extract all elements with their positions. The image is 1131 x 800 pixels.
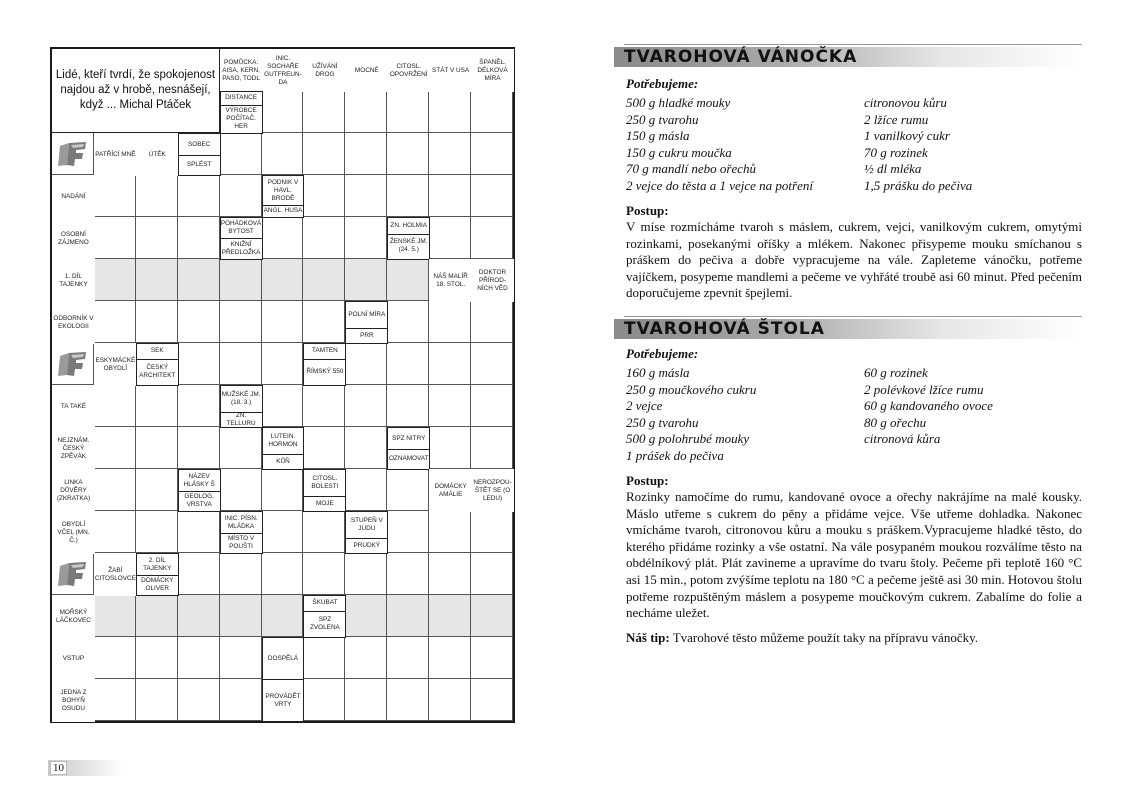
page-number-label: 10	[50, 761, 67, 775]
clue-bottom: VÝROBCE POČÍTAČ. HER	[225, 106, 257, 130]
clue-cell: PATŘÍCÍ MNĚ	[94, 133, 137, 176]
grid-cell[interactable]	[220, 259, 262, 301]
grid-cell[interactable]	[303, 553, 345, 595]
grid-cell[interactable]	[429, 343, 471, 385]
grid-cell[interactable]	[178, 217, 220, 259]
grid-cell[interactable]	[471, 133, 513, 175]
clue-bottom: ZN. TELLURU	[226, 411, 256, 427]
grid-cell[interactable]	[387, 637, 429, 679]
grid-cell[interactable]	[387, 301, 429, 343]
grid-cell[interactable]	[220, 301, 262, 343]
grid-cell[interactable]	[387, 679, 429, 721]
clue-top: SEK	[150, 347, 164, 355]
clue-bottom: DOMÁCKY OLIVER	[141, 577, 174, 592]
ingredient-item: 250 g tvarohu	[626, 111, 699, 127]
crossword-grid	[50, 47, 515, 723]
clue-cell: LINKA DŮVĚRY (ZKRATKA)	[52, 469, 95, 512]
clue-bottom: MOJE	[316, 499, 334, 507]
grid-cell[interactable]	[136, 301, 178, 343]
clue-top: PODNIK V HAVL. BRODĚ	[267, 178, 299, 202]
grid-cell[interactable]	[136, 427, 178, 469]
grid-cell[interactable]	[303, 259, 345, 301]
grid-cell[interactable]	[387, 553, 429, 595]
recipe-1-ingredients-left	[626, 95, 813, 195]
grid-cell[interactable]	[220, 427, 262, 469]
clue-cell: ODBORNÍK V EKOLOGII	[52, 301, 95, 344]
clue-top: NÁZEV HLÁSKY Š	[183, 472, 215, 488]
grid-cell[interactable]	[303, 217, 345, 259]
grid-cell[interactable]	[94, 301, 136, 343]
grid-cell[interactable]	[136, 217, 178, 259]
grid-cell[interactable]	[136, 175, 178, 217]
recipe-2-procedure-label: Postup:	[626, 473, 669, 488]
grid-cell[interactable]	[471, 175, 513, 217]
grid-cell[interactable]	[136, 385, 178, 427]
recipe-2-header	[614, 316, 1082, 339]
clue-cell	[178, 469, 221, 512]
grid-cell[interactable]	[220, 175, 262, 217]
clue-cell: NEROZPOU-ŠTĚT SE (O LEDU)	[471, 469, 514, 512]
grid-cell[interactable]	[471, 301, 513, 343]
grid-cell[interactable]	[220, 595, 262, 637]
grid-cell[interactable]	[345, 343, 387, 385]
crossword-quote: Lidé, kteří tvrdí, že spokojenost najdou až v hrobě, nesnášejí, když ... Michal Ptáček	[52, 49, 221, 134]
ingredient-item: 70 g mandlí nebo ořechů	[626, 161, 756, 177]
ingredient-item: 80 g ořechu	[864, 414, 927, 430]
clue-top: POLNÍ MÍRA	[348, 311, 386, 319]
clue-cell	[262, 175, 305, 218]
page-number	[48, 760, 123, 776]
grid-cell[interactable]	[387, 469, 429, 511]
clue-cell: ÚTĚK	[136, 133, 179, 176]
grid-cell[interactable]	[262, 469, 304, 511]
grid-cell[interactable]	[94, 469, 136, 511]
clue-top: LUTEIN. HORMON	[268, 433, 298, 449]
clue-cell	[303, 469, 346, 512]
grid-cell[interactable]	[220, 133, 262, 175]
recipe-2-tip	[626, 630, 978, 646]
grid-cell[interactable]	[178, 679, 220, 721]
grid-cell[interactable]	[178, 553, 220, 595]
grid-cell[interactable]	[471, 637, 513, 679]
clue-cell: PROVÁDĚT VRTY	[262, 679, 305, 722]
clue-bottom: GEOLOG. VRSTVA	[184, 493, 214, 508]
recipe-1-needs-label: Potřebujeme:	[626, 76, 699, 91]
ingredient-item: 1 vanilkový cukr	[864, 128, 950, 144]
clue-cell: 1. DÍL TAJENKY	[52, 259, 95, 302]
recipe-1-procedure-label: Postup:	[626, 203, 669, 218]
clue-cell	[303, 343, 346, 386]
grid-cell[interactable]	[387, 511, 429, 553]
grid-cell[interactable]	[262, 595, 304, 637]
clue-cell	[178, 133, 221, 176]
ingredient-item: citronovou kůru	[864, 95, 947, 110]
grid-cell[interactable]	[303, 133, 345, 175]
grid-cell[interactable]	[94, 427, 136, 469]
recipe-1-header	[614, 44, 1082, 67]
grid-cell[interactable]	[262, 385, 304, 427]
clue-cell	[220, 511, 263, 554]
grid-cell[interactable]	[94, 259, 136, 301]
grid-cell[interactable]	[387, 175, 429, 217]
tip-label: Náš tip:	[626, 630, 670, 645]
ingredient-item: 1,5 prášku do pečiva	[864, 177, 973, 193]
clue-bottom: ANGL. HUSA	[263, 207, 303, 215]
f-logo-icon	[52, 553, 93, 594]
grid-cell[interactable]	[178, 301, 220, 343]
grid-cell[interactable]	[136, 637, 178, 679]
grid-cell[interactable]	[471, 217, 513, 259]
grid-cell[interactable]	[345, 133, 387, 175]
ingredient-item: 160 g másla	[626, 365, 690, 380]
grid-cell[interactable]	[345, 637, 387, 679]
ingredient-item: 2 vejce	[626, 398, 663, 414]
grid-cell[interactable]	[471, 343, 513, 385]
grid-cell[interactable]	[262, 217, 304, 259]
clue-cell	[303, 595, 346, 638]
clue-cell: JEDNA Z BOHYŇ OSUDU	[52, 679, 95, 722]
grid-cell[interactable]	[262, 301, 304, 343]
grid-cell[interactable]	[387, 595, 429, 637]
grid-cell[interactable]	[303, 301, 345, 343]
clue-top: SPZ NITRY	[392, 434, 426, 442]
grid-cell[interactable]	[345, 91, 387, 133]
grid-cell[interactable]	[471, 679, 513, 721]
grid-cell[interactable]	[429, 133, 471, 175]
clue-bottom: PRR	[360, 331, 374, 339]
clue-top: MUŽSKÉ JM. (18. 3.)	[221, 391, 261, 407]
grid-cell[interactable]	[136, 259, 178, 301]
grid-cell[interactable]	[303, 427, 345, 469]
clue-top: INIC. PÍSN. MLÁDKA	[224, 514, 258, 530]
clue-top: DISTANCE	[225, 94, 257, 102]
clue-cell	[387, 217, 430, 260]
grid-cell[interactable]	[429, 385, 471, 427]
clue-cell: ŽABÍ CITOSLOVCE	[94, 553, 137, 596]
clue-cell: STÁT V USA	[429, 49, 472, 92]
grid-cell[interactable]	[387, 91, 429, 133]
grid-cell[interactable]	[303, 511, 345, 553]
tip-text: Tvarohové těsto můžeme použít taky na přípravu vánočky.	[672, 630, 978, 645]
grid-cell[interactable]	[429, 637, 471, 679]
ingredient-item: 1 prášek do pečiva	[626, 447, 724, 463]
grid-cell[interactable]	[262, 259, 304, 301]
clue-top: ŠKUBAT	[312, 599, 338, 607]
clue-cell: ESKYMÁCKÉ OBYDLÍ	[94, 343, 137, 386]
ingredient-item: 250 g tvarohu	[626, 414, 699, 430]
grid-cell[interactable]	[94, 175, 136, 217]
ingredient-item: 60 g kandovaného ovoce	[864, 398, 993, 414]
grid-cell[interactable]	[178, 511, 220, 553]
clue-cell: CITOSL. OPOVRŽENÍ	[387, 49, 430, 92]
clue-cell: NÁŠ MALÍŘ 18. STOL.	[429, 259, 472, 302]
ingredient-item: 2 vejce do těsta a 1 vejce na potření	[626, 177, 813, 193]
grid-cell[interactable]	[471, 511, 513, 553]
grid-cell[interactable]	[178, 385, 220, 427]
grid-cell[interactable]	[345, 469, 387, 511]
grid-cell[interactable]	[136, 595, 178, 637]
grid-cell[interactable]	[178, 259, 220, 301]
grid-cell[interactable]	[471, 553, 513, 595]
ingredient-item: 2 lžíce rumu	[864, 111, 929, 127]
grid-cell[interactable]	[220, 343, 262, 385]
grid-cell[interactable]	[345, 595, 387, 637]
grid-cell[interactable]	[429, 301, 471, 343]
recipe-2-ingredients-right	[864, 365, 993, 448]
clue-cell	[136, 553, 179, 596]
grid-cell[interactable]	[303, 637, 345, 679]
ingredient-item: 150 g cukru moučka	[626, 144, 732, 160]
grid-cell[interactable]	[345, 427, 387, 469]
grid-cell[interactable]	[471, 385, 513, 427]
clue-cell	[387, 427, 430, 470]
clue-cell	[345, 301, 388, 344]
grid-cell[interactable]	[262, 553, 304, 595]
grid-cell[interactable]	[471, 595, 513, 637]
recipe-2-ingredients-left	[626, 365, 756, 465]
clue-bottom: ČESKÝ ARCHITEKT	[139, 363, 176, 379]
clue-cell: DOSPĚLÁ	[262, 637, 305, 680]
grid-cell[interactable]	[262, 133, 304, 175]
grid-cell[interactable]	[345, 175, 387, 217]
grid-cell[interactable]	[178, 175, 220, 217]
recipe-1-title: TVAROHOVÁ VÁNOČKA	[614, 47, 1082, 67]
clue-cell: UŽÍVÁNÍ DROG	[303, 49, 346, 92]
clue-top: ZN. HOLMIA	[390, 221, 427, 229]
grid-cell[interactable]	[94, 595, 136, 637]
clue-cell: DOKTOR PŘÍROD-NÍCH VĚD	[471, 259, 514, 302]
grid-cell[interactable]	[178, 427, 220, 469]
grid-cell[interactable]	[429, 553, 471, 595]
clue-top: CITOSL. BOLESTI	[311, 475, 339, 491]
grid-cell[interactable]	[303, 385, 345, 427]
grid-cell[interactable]	[136, 679, 178, 721]
grid-cell[interactable]	[178, 343, 220, 385]
grid-cell[interactable]	[94, 511, 136, 553]
clue-top: 2. DÍL TAJENKY	[143, 556, 172, 572]
clue-cell: INIC. SOCHAŘE GUTFREUN-DA	[262, 49, 305, 92]
clue-top: SOBEC	[187, 140, 211, 148]
clue-cell: MOŘSKÝ LÁČKOVEC	[52, 595, 95, 638]
clue-cell: MOCNÉ	[345, 49, 388, 92]
ingredient-item: 150 g másla	[626, 128, 690, 144]
grid-cell[interactable]	[262, 511, 304, 553]
clue-bottom: ŽENSKÉ JM. (24. 5.)	[389, 238, 428, 254]
grid-cell[interactable]	[303, 175, 345, 217]
ingredient-item: 60 g rozinek	[864, 365, 928, 380]
grid-cell[interactable]	[345, 217, 387, 259]
recipe-2-needs-label: Potřebujeme:	[626, 346, 699, 361]
grid-cell[interactable]	[345, 385, 387, 427]
ingredient-item: 70 g rozinek	[864, 144, 928, 160]
grid-cell[interactable]	[94, 679, 136, 721]
grid-cell[interactable]	[471, 427, 513, 469]
grid-cell[interactable]	[94, 217, 136, 259]
grid-cell[interactable]	[387, 385, 429, 427]
grid-cell[interactable]	[178, 637, 220, 679]
grid-cell[interactable]	[429, 511, 471, 553]
f-logo-icon	[52, 343, 93, 384]
grid-cell[interactable]	[262, 343, 304, 385]
clue-bottom: ŘÍMSKÝ 550	[306, 367, 344, 375]
clue-cell: VSTUP	[52, 637, 95, 680]
grid-cell[interactable]	[429, 91, 471, 133]
clue-bottom: MÍSTO V POUŠTI	[227, 535, 255, 550]
recipe-1-procedure: V míse rozmícháme tvaroh s máslem, cukrem, vejci, vanilkovým cukrem, omytými rozinkami, posekanými oříšky a mlékem. Nakonec přisypeme mouku smíchanou s práškem do pečiva a dobře vypracujeme na vále. Zapleteme vánočku, potřeme vajíčkem, posypeme mandlemi a pečeme ve vyhřáté troubě asi 60 minut. Před pečením doporučujeme zpevnit špejlemi.	[626, 219, 1082, 301]
clue-bottom: SPZ ZVOLENA	[309, 615, 340, 631]
clue-top: STUPEŇ V JUDU	[350, 517, 383, 533]
clue-cell: TA TAKÉ	[52, 385, 95, 428]
grid-cell[interactable]	[429, 217, 471, 259]
grid-cell[interactable]	[136, 511, 178, 553]
clue-bottom: OZNAMOVAT	[388, 455, 429, 462]
clue-cell: ŠPANĚL. DÉLKOVÁ MÍRA	[471, 49, 514, 92]
grid-cell[interactable]	[303, 679, 345, 721]
clue-cell	[220, 217, 263, 260]
grid-cell[interactable]	[178, 595, 220, 637]
ingredient-item: 500 g hladké mouky	[626, 95, 731, 110]
clue-cell	[220, 385, 263, 428]
grid-cell[interactable]	[429, 175, 471, 217]
clue-cell	[136, 343, 179, 386]
clue-top: TAMTEN	[312, 347, 338, 355]
grid-cell[interactable]	[387, 259, 429, 301]
clue-cell: NADÁNÍ	[52, 175, 95, 218]
grid-cell[interactable]	[387, 133, 429, 175]
grid-cell[interactable]	[429, 595, 471, 637]
ingredient-item: 500 g polohrubé mouky	[626, 431, 750, 447]
f-logo-icon	[52, 133, 93, 174]
clue-bottom: KNIŽNÍ PŘEDLOŽKA	[221, 240, 261, 256]
grid-cell[interactable]	[345, 553, 387, 595]
ingredient-item: citronová kůra	[864, 431, 941, 447]
ingredient-item: 250 g moučkového cukru	[626, 381, 757, 397]
grid-cell[interactable]	[387, 343, 429, 385]
clue-cell	[345, 511, 388, 554]
grid-cell[interactable]	[220, 637, 262, 679]
grid-cell[interactable]	[94, 637, 136, 679]
grid-cell[interactable]	[220, 679, 262, 721]
recipe-1-ingredients-right	[864, 95, 972, 195]
clue-cell	[262, 427, 305, 470]
grid-cell[interactable]	[345, 259, 387, 301]
clue-cell: OBYDLÍ VČEL (MN. Č.)	[52, 511, 95, 554]
grid-cell[interactable]	[136, 469, 178, 511]
recipe-2-procedure: Rozinky namočíme do rumu, kandované ovoce a ořechy nakrájíme na malé kousky. Máslo utřeme s cukrem do pěny a přidáme vejce. Vše utřeme dohladka. Nakonec vmícháme tvaroh, citronovou kůru a mouku s práškem.Vypracujeme hladké těsto, do kterého přidáme rozinky a vše ostatní. Na vále posypaném moukou rozválíme těsto na obdélníkový plát. Plát zavineme a upravíme do tvaru štoly. Pečeme při teplotě 160 °C asi 15 min., potom zvýšíme teplotu na 180 °C a pečeme ještě asi 30 min. Hotovou štolu potřeme rozpuštěným máslem a posypeme moučkovým cukrem. Zabalíme do folie a necháme uležet.	[626, 489, 1082, 621]
grid-cell[interactable]	[345, 679, 387, 721]
ingredient-item: 2 polévkové lžíce rumu	[864, 381, 984, 397]
clue-cell: NEJZNÁM. ČESKÝ ZPĚVÁK	[52, 427, 95, 470]
recipe-2-title: TVAROHOVÁ ŠTOLA	[614, 319, 1082, 339]
grid-cell[interactable]	[94, 385, 136, 427]
clue-cell	[220, 91, 263, 134]
grid-cell[interactable]	[220, 553, 262, 595]
clue-top: POHÁDKOVÁ BYTOST	[220, 220, 262, 236]
grid-cell[interactable]	[262, 91, 304, 133]
clue-cell: OSOBNÍ ZÁJMENO	[52, 217, 95, 260]
clue-bottom: KŮŇ	[276, 457, 290, 465]
clue-bottom: PRUDKÝ	[353, 541, 381, 549]
grid-cell[interactable]	[303, 91, 345, 133]
grid-cell[interactable]	[471, 91, 513, 133]
clue-bottom: SPLÉST	[186, 161, 212, 168]
grid-cell[interactable]	[220, 469, 262, 511]
grid-cell[interactable]	[429, 679, 471, 721]
clue-cell: POMŮCKA: AISA, KERN, PASO, TODL	[220, 49, 263, 92]
ingredient-item: ½ dl mléka	[864, 161, 922, 177]
clue-cell: DOMÁCKY AMÁLIE	[429, 469, 472, 512]
grid-cell[interactable]	[429, 427, 471, 469]
